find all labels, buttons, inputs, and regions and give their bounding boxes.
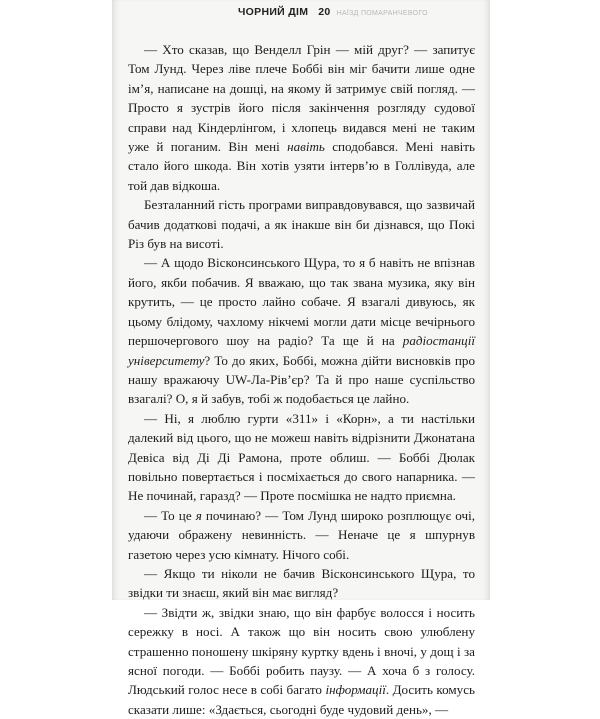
text-run: — Якщо ти ніколи не бачив Вісконсинського Щура, то звідки ти знаєш, який він має вигляд?: [128, 565, 475, 601]
emphasis-text: радіостанції університету: [128, 333, 475, 368]
text-run: . Досить комусь сказати лише: «Здається, сьогодні буде чудовий день», —: [128, 682, 476, 717]
emphasis-text: навіть: [287, 139, 325, 155]
paragraph: [128, 40, 475, 195]
book-title: ЧОРНИЙ ДІМ: [238, 6, 309, 18]
paragraph: [128, 253, 475, 408]
paragraph: [128, 195, 475, 253]
text-run: сподобався. Мені навіть стало його шкода. Він хотів узяти інтерв’ю в Голлівуда, але той дав відкоша.: [128, 139, 475, 193]
bleed-through-text: НАЇЗД ПОМАРАНЧЕВОГО: [336, 10, 428, 17]
text-run: починаю? — Том Лунд широко розплющує очі, удаючи ображену невинність. — Неначе це я шпурнув газетою через усю кімнату. Нічого собі.: [128, 507, 475, 562]
text-run: — Ні, я люблю гурти «311» і «Корн», а ти настільки далекий від цього, що не можеш навіть відрізнити Джонатана Девіса від Ді Ді Рамона, проте облиш. — Боббі Дюлак повільно повертається і посміхається до свого напарника. — Не починай, гаразд? — Проте посмішка не надто приємна.: [128, 410, 475, 504]
text-run: — Звідти ж, звідки знаю, що він фарбує волосся і носить сережку в носі. А також що він носить свою улюблену страшенно поношену шкіряну куртку вдень і вночі, у дощ і за ясної погоди. — Боббі робить паузу. — А хоча б з голосу. Людський голос несе в собі багато: [128, 604, 475, 698]
text-run: — Хто сказав, що Венделл Грін — мій друг? — запитує Том Лунд. Через ліве плече Боббі він міг бачити лише одне ім’я, написане на дошці, на якому й затримує свій погляд. — Просто я зустрів його після закінчення розгляду судової справи над Кіндерлінгом, і хлопець видався мені не таким уже й поганим. Він мені: [128, 42, 475, 155]
text-run: — А щодо Вісконсинського Щура, то я б навіть не впізнав його, якби побачив. Я вважаю, що так звана музика, яку він крутить, — це просто лайно собаче. Я взагалі дивуюсь, як цьому блідому, чахлому нікчемі могли дати місце вечірнього першочергового шоу на радіо? Та ще й на: [128, 255, 475, 349]
body-text: [128, 40, 475, 719]
emphasis-text: я: [195, 507, 202, 523]
text-run: Безталанний гість програми виправдовувався, що зазвичай бачив додаткові подачі, а як інакше він би дізнався, що Покі Різ був на висоті.: [128, 197, 475, 252]
page-number: 20: [318, 6, 331, 18]
text-run: ? То до яких, Боббі, можна дійти висновків про нашу вражаючу UW-Ла-Рів’єр? Та й про наше суспільство взагалі? О, я й забув, тобі ж подобається це лайно.: [128, 352, 475, 407]
paragraph: [128, 564, 475, 603]
paragraph: [128, 409, 475, 506]
emphasis-text: інформації: [325, 682, 386, 698]
paragraph: [128, 506, 475, 564]
running-header: [238, 6, 428, 18]
paragraph: [128, 603, 475, 719]
text-run: — То це: [144, 507, 196, 523]
